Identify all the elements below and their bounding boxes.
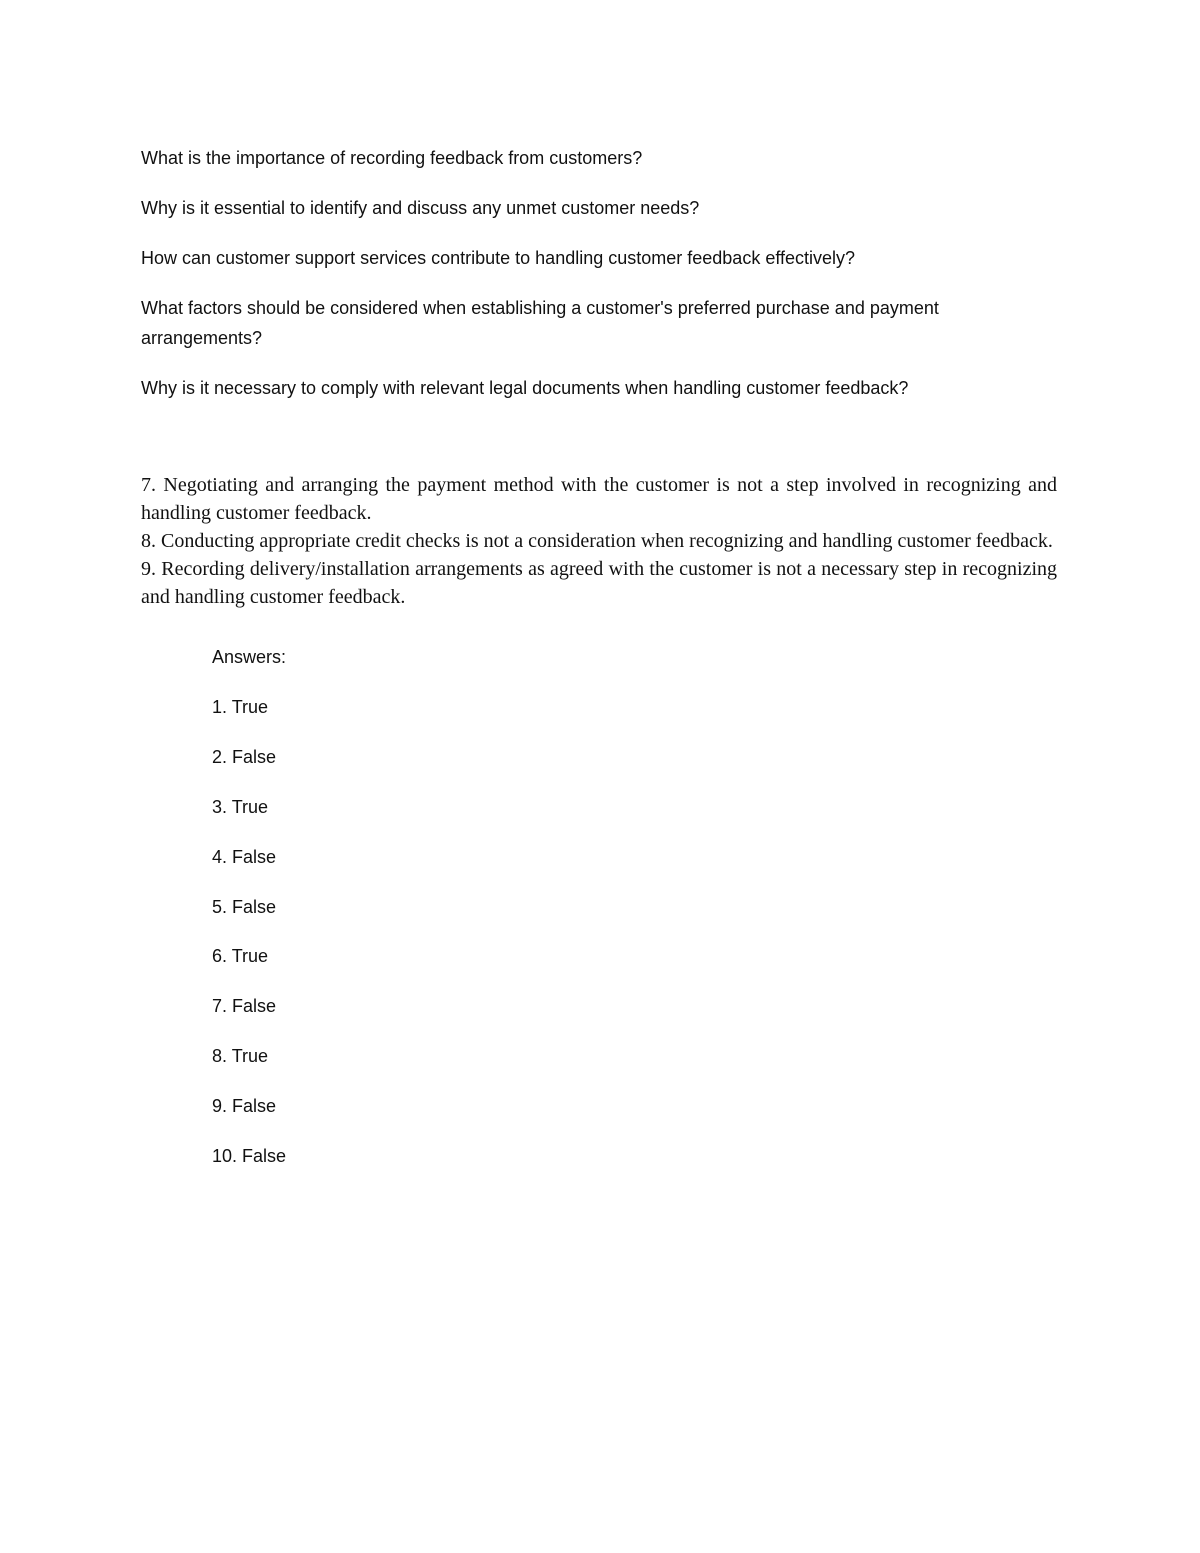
question-item: Why is it essential to identify and discuss any unmet customer needs? <box>141 198 700 218</box>
answer-item: 2. False <box>212 746 277 767</box>
answer-item: 4. False <box>212 846 277 867</box>
answer-item: 8. True <box>212 1046 269 1067</box>
answer-item: 1. True <box>212 697 269 717</box>
answers-heading: Answers: <box>212 647 287 667</box>
question-list <box>141 143 1041 423</box>
question-item: What factors should be considered when establishing a customer's preferred purchase and payment arrangements? <box>141 298 939 348</box>
answer-item: 6. True <box>212 946 269 967</box>
statement-item: 7. Negotiating and arranging the payment method with the customer is not a step involved in recognizing and handling customer feedback. <box>141 474 1057 524</box>
question-item: Why is it necessary to comply with relevant legal documents when handling customer feedback? <box>141 378 909 398</box>
answer-item: 3. True <box>212 796 269 817</box>
answer-item: 9. False <box>212 1096 277 1117</box>
statement-list <box>141 471 1057 611</box>
answer-item: 7. False <box>212 996 277 1017</box>
question-item: What is the importance of recording feedback from customers? <box>141 148 643 168</box>
statement-item: 9. Recording delivery/installation arrangements as agreed with the customer is not a necessary step in recognizing and handling customer feedback. <box>141 558 1057 608</box>
statement-item: 8. Conducting appropriate credit checks is not a consideration when recognizing and handling customer feedback. <box>141 530 1053 552</box>
question-item: How can customer support services contribute to handling customer feedback effectively? <box>141 248 856 268</box>
answer-item: 10. False <box>212 1146 287 1167</box>
answer-list <box>212 642 286 1191</box>
answer-item: 5. False <box>212 896 277 917</box>
